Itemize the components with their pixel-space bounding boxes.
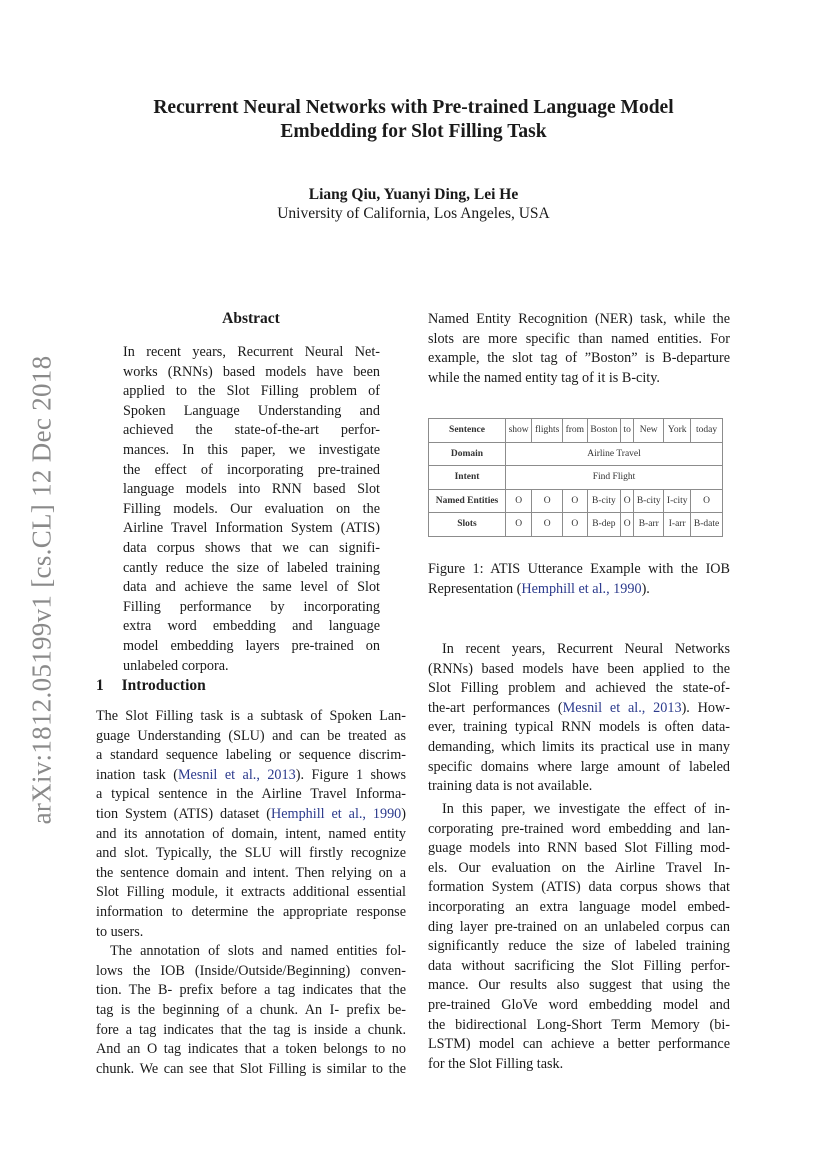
intro-paragraph-recent-years bbox=[428, 640, 730, 797]
intro-continuation bbox=[428, 310, 730, 388]
ner-cell: I-city bbox=[664, 489, 691, 513]
text-line: model embedding layers pre-trained on bbox=[123, 637, 380, 654]
text-line bbox=[96, 962, 406, 982]
text-line bbox=[96, 805, 406, 825]
text-line bbox=[96, 1040, 406, 1060]
row-header: Sentence bbox=[429, 419, 506, 443]
row-header: Slots bbox=[429, 513, 506, 537]
text-line: slots are more specific than named entities. For bbox=[428, 330, 730, 347]
text-span: And an O tag indicates that a token belongs to no bbox=[96, 1041, 406, 1058]
text-span: tag is the beginning of a chunk. An I- prefix be- bbox=[96, 1001, 406, 1018]
paper-title bbox=[0, 96, 827, 144]
arxiv-stamp bbox=[22, 330, 62, 850]
text-span: ). How- bbox=[681, 699, 730, 716]
text-span: Slot Filling problem and achieved the state-of- bbox=[428, 680, 730, 697]
table-row-named-entities bbox=[429, 489, 723, 513]
text-line: incorporating an extra language model embed- bbox=[428, 898, 730, 915]
title-line-2: Embedding for Slot Filling Task bbox=[280, 121, 547, 142]
text-line: pre-trained GloVe word embedding model and bbox=[428, 996, 730, 1013]
domain-cell: Airline Travel bbox=[506, 442, 723, 466]
text-span: tion System (ATIS) dataset ( bbox=[96, 805, 271, 822]
text-line bbox=[428, 758, 730, 778]
text-line: LSTM) model can achieve a better performance bbox=[428, 1036, 730, 1053]
abstract-body bbox=[123, 343, 380, 676]
text-line: language models into RNN based Slot bbox=[123, 481, 380, 498]
intro-left-column bbox=[96, 707, 406, 1079]
text-span: The annotation of slots and named entities fol- bbox=[110, 943, 406, 960]
slot-cell: O bbox=[563, 513, 588, 537]
text-line bbox=[96, 1001, 406, 1021]
text-line bbox=[428, 738, 730, 758]
text-line: In this paper, we investigate the effect of in- bbox=[442, 801, 730, 817]
text-span: information to determine the appropriate response bbox=[96, 903, 406, 920]
section-title: Introduction bbox=[121, 677, 206, 694]
text-line: els. Our evaluation on the Airline Travel In- bbox=[428, 859, 730, 876]
slot-cell: O bbox=[532, 513, 563, 537]
text-line: mance. Our results also suggest that using the bbox=[428, 977, 730, 994]
text-line bbox=[428, 718, 730, 738]
text-line bbox=[96, 707, 406, 727]
text-span: Slot Filling module, it extracts additional essential bbox=[96, 884, 406, 901]
figure-1-caption bbox=[428, 560, 730, 599]
section-number: 1 bbox=[96, 677, 104, 694]
text-span: ever, training typical RNN models is often data- bbox=[428, 719, 730, 736]
text-span: demanding, which limits its practical use in many bbox=[428, 738, 730, 755]
text-span: lows the IOB (Inside/Outside/Beginning) conven- bbox=[96, 962, 406, 979]
text-line bbox=[96, 903, 406, 923]
text-span: the-art performances ( bbox=[428, 699, 563, 716]
text-span: (RNNs) based models have been applied to the bbox=[428, 660, 730, 677]
text-span: a standard sequence labeling or sequence discrim- bbox=[96, 747, 406, 764]
text-span: and slot. Typically, the SLU will firstly recognize bbox=[96, 845, 406, 862]
caption-line-1: Figure 1: ATIS Utterance Example with the IOB bbox=[428, 561, 730, 577]
text-line: Spoken Language Understanding and bbox=[123, 402, 380, 419]
text-line: while the named entity tag of it is B-city. bbox=[428, 369, 660, 386]
text-line bbox=[96, 981, 406, 1001]
ner-cell: O bbox=[532, 489, 563, 513]
token-cell: to bbox=[621, 419, 634, 443]
text-line bbox=[428, 699, 730, 719]
text-line: the effect of incorporating pre-trained bbox=[123, 461, 380, 478]
text-span: and its annotation of domain, intent, named entity bbox=[96, 825, 406, 842]
abstract-heading: Abstract bbox=[222, 310, 280, 327]
text-span: fore a tag indicates that the tag is inside a chunk. bbox=[96, 1021, 406, 1038]
intro-paragraph-this-paper bbox=[428, 800, 730, 1074]
text-line bbox=[96, 1060, 406, 1080]
text-line: guage models into RNN based Slot Filling mod- bbox=[428, 840, 730, 857]
table-row-sentence bbox=[429, 419, 723, 443]
text-span: tion. The B- prefix before a tag indicates that the bbox=[96, 982, 406, 999]
text-span: guage Understanding (SLU) and can be treated as bbox=[96, 727, 406, 744]
row-header: Domain bbox=[429, 442, 506, 466]
text-span: training data is not available. bbox=[428, 778, 593, 795]
text-span: ) bbox=[401, 805, 406, 822]
text-line: extra word embedding and language bbox=[123, 618, 380, 635]
text-line: for the Slot Filling task. bbox=[428, 1055, 564, 1072]
table-row-intent bbox=[429, 466, 723, 490]
token-cell: New bbox=[634, 419, 664, 443]
text-line: Airline Travel Information System (ATIS) bbox=[123, 520, 380, 537]
text-line: the bidirectional Long-Short Term Memory (bi- bbox=[428, 1016, 730, 1033]
text-line: Filling performance by incorporating bbox=[123, 598, 380, 615]
slot-cell: I-arr bbox=[664, 513, 691, 537]
text-span: the sentence domain and intent. Then relying on a bbox=[96, 864, 406, 881]
slot-cell: O bbox=[506, 513, 532, 537]
caption-text: Representation ( bbox=[428, 580, 522, 597]
caption-text: ). bbox=[641, 580, 650, 597]
section-heading-introduction bbox=[96, 677, 206, 695]
text-span: In recent years, Recurrent Neural Networks bbox=[442, 641, 730, 657]
text-line: In recent years, Recurrent Neural Net- bbox=[123, 344, 380, 360]
text-line: ding layer pre-trained on an unlabeled corpus can bbox=[428, 918, 730, 935]
text-line bbox=[428, 660, 730, 680]
ner-cell: B-city bbox=[634, 489, 664, 513]
text-line: works (RNNs) based models have been bbox=[123, 363, 380, 380]
ner-cell: O bbox=[506, 489, 532, 513]
text-span: The Slot Filling task is a subtask of Spoken Lan- bbox=[96, 708, 406, 724]
text-line bbox=[428, 640, 730, 660]
citation-link[interactable]: Hemphill et al., 1990 bbox=[271, 805, 402, 822]
text-line bbox=[96, 864, 406, 884]
token-cell: from bbox=[563, 419, 588, 443]
arxiv-stamp-text: arXiv:1812.05199v1 [cs.CL] 12 Dec 2018 bbox=[26, 355, 57, 825]
text-line bbox=[96, 883, 406, 903]
text-line: Named Entity Recognition (NER) task, while the bbox=[428, 311, 730, 327]
text-span: chunk. We can see that Slot Filling is similar to the bbox=[96, 1060, 406, 1077]
text-line: example, the slot tag of ”Boston” is B-departure bbox=[428, 350, 730, 367]
caption-line-2 bbox=[428, 580, 730, 600]
slot-cell: B-date bbox=[691, 513, 723, 537]
text-line: achieved the state-of-the-art perfor- bbox=[123, 422, 380, 439]
citation-link[interactable]: Mesnil et al., 2013 bbox=[562, 699, 682, 716]
text-line bbox=[96, 1021, 406, 1041]
text-line: mances. In this paper, we investigate bbox=[123, 441, 380, 458]
text-span: ). Figure 1 shows bbox=[295, 766, 407, 783]
text-line bbox=[428, 679, 730, 699]
ner-cell: O bbox=[563, 489, 588, 513]
citation-link[interactable]: Mesnil et al., 2013 bbox=[177, 766, 296, 783]
text-line bbox=[96, 766, 406, 786]
text-line bbox=[96, 923, 406, 943]
row-header: Intent bbox=[429, 466, 506, 490]
text-line bbox=[96, 746, 406, 766]
title-line-1: Recurrent Neural Networks with Pre-trained Language Model bbox=[153, 97, 674, 118]
ner-cell: O bbox=[691, 489, 723, 513]
citation-link[interactable]: Hemphill et al., 1990 bbox=[521, 580, 642, 597]
figure-1-table bbox=[428, 418, 723, 537]
text-line bbox=[96, 825, 406, 845]
text-line bbox=[428, 777, 730, 797]
text-line: unlabeled corpora. bbox=[123, 657, 229, 674]
text-line bbox=[96, 727, 406, 747]
text-span: specific domains where large amount of labeled bbox=[428, 758, 730, 775]
text-line bbox=[96, 844, 406, 864]
text-span: a typical sentence in the Airline Travel Informa- bbox=[96, 786, 406, 803]
text-span: ination task ( bbox=[96, 766, 178, 783]
token-cell: Boston bbox=[587, 419, 621, 443]
token-cell: today bbox=[691, 419, 723, 443]
text-line: data and achieve the same level of Slot bbox=[123, 579, 380, 596]
table-row-slots bbox=[429, 513, 723, 537]
affiliation: University of California, Los Angeles, USA bbox=[277, 205, 550, 222]
slot-cell: B-arr bbox=[634, 513, 664, 537]
token-cell: York bbox=[664, 419, 691, 443]
text-line: data without sacrificing the Slot Filling perfor- bbox=[428, 957, 730, 974]
text-line: applied to the Slot Filling problem of bbox=[123, 383, 380, 400]
slot-cell: B-dep bbox=[587, 513, 621, 537]
text-line: formation System (ATIS) data corpus shows that bbox=[428, 879, 730, 896]
text-line: corporating pre-trained word embedding and lan- bbox=[428, 820, 730, 837]
text-line: data corpus shows that we can signifi- bbox=[123, 539, 380, 556]
text-line: Filling models. Our evaluation on the bbox=[123, 500, 380, 517]
author-list: Liang Qiu, Yuanyi Ding, Lei He bbox=[308, 186, 519, 203]
row-header: Named Entities bbox=[429, 489, 506, 513]
text-line bbox=[96, 785, 406, 805]
intent-cell: Find Flight bbox=[506, 466, 723, 490]
token-cell: show bbox=[506, 419, 532, 443]
ner-cell: B-city bbox=[587, 489, 621, 513]
text-line bbox=[96, 942, 406, 962]
text-line: significantly reduce the size of labeled training bbox=[428, 938, 730, 955]
token-cell: flights bbox=[532, 419, 563, 443]
text-line: cantly reduce the size of labeled training bbox=[123, 559, 380, 576]
table-row-domain bbox=[429, 442, 723, 466]
slot-cell: O bbox=[621, 513, 634, 537]
ner-cell: O bbox=[621, 489, 634, 513]
text-span: to users. bbox=[96, 923, 144, 940]
